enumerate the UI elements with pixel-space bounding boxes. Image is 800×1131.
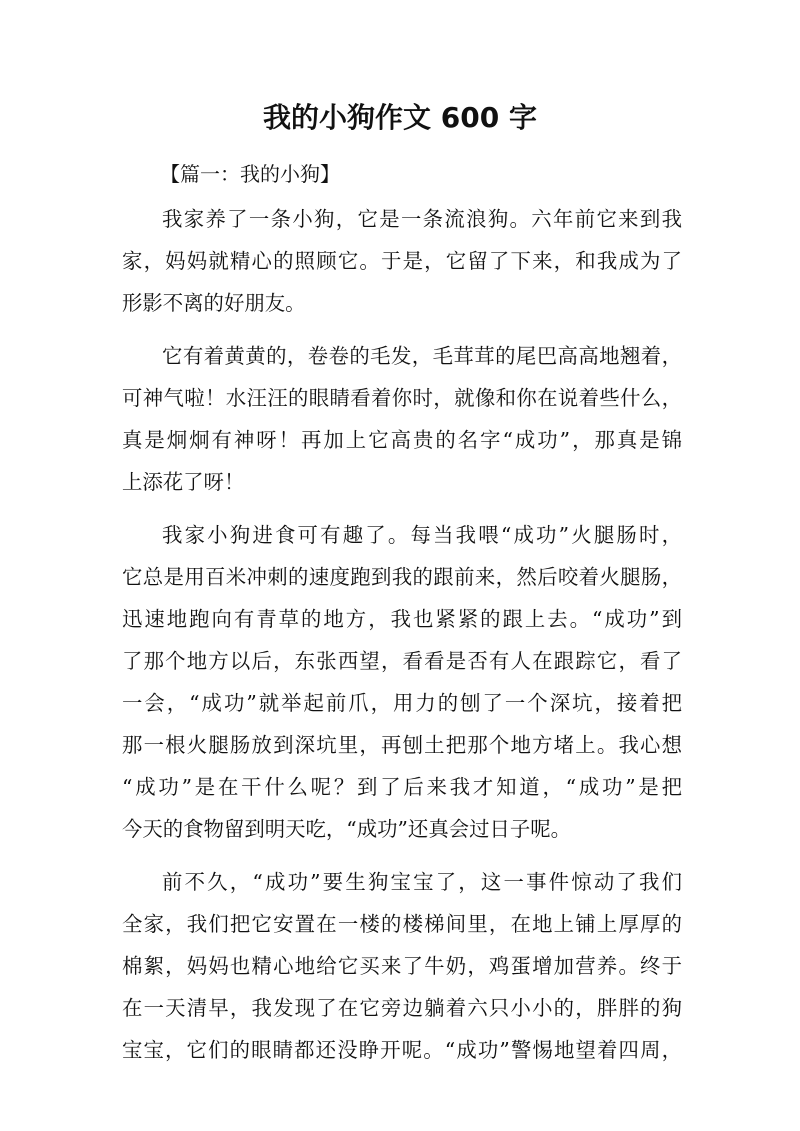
paragraph-line: 上添花了呀！ [122, 470, 245, 494]
paragraph-line: 在一天清早，我发现了在它旁边躺着六只小小的，胖胖的狗 [122, 996, 682, 1020]
essay-body [122, 198, 682, 1071]
paragraph-line: 棉絮，妈妈也精心地给它买来了牛奶，鸡蛋增加营养。终于 [122, 954, 682, 978]
section-heading: 【篇一：我的小狗】 [160, 162, 340, 186]
paragraph-line: 真是炯炯有神呀！再加上它高贵的名字“成功”，那真是锦 [122, 428, 682, 452]
paragraph-line: 一会，“成功”就举起前爪，用力的刨了一个深坑，接着把 [122, 691, 682, 715]
paragraph-line: 它总是用百米冲刺的速度跑到我的跟前来，然后咬着火腿肠， [122, 565, 682, 589]
paragraph-line: 那一根火腿肠放到深坑里，再刨土把那个地方堵上。我心想 [122, 733, 682, 757]
paragraph-line: 今天的食物留到明天吃，“成功”还真会过日子呢。 [122, 817, 572, 841]
paragraph-line: 宝宝，它们的眼睛都还没睁开呢。“成功”警惕地望着四周， [122, 1038, 682, 1062]
paragraph-line: 家，妈妈就精心的照顾它。于是，它留了下来，和我成为了 [122, 249, 682, 273]
paragraph [122, 335, 682, 503]
paragraph [122, 514, 682, 850]
paragraph-line: 我家小狗进食可有趣了。每当我喂“成功”火腿肠时， [162, 523, 682, 547]
paragraph-line: 迅速地跑向有青草的地方，我也紧紧的跟上去。“成功”到 [122, 607, 682, 631]
paragraph-line: 它有着黄黄的，卷卷的毛发，毛茸茸的尾巴高高地翘着， [162, 344, 682, 368]
paragraph-line: 前不久，“成功”要生狗宝宝了，这一事件惊动了我们 [162, 870, 682, 894]
paragraph [122, 198, 682, 324]
paragraph [122, 861, 682, 1071]
paragraph-line: 我家养了一条小狗，它是一条流浪狗。六年前它来到我 [162, 207, 682, 231]
paragraph-line: 可神气啦！水汪汪的眼睛看着你时，就像和你在说着些什么， [122, 386, 682, 410]
paragraph-line: 全家，我们把它安置在一楼的楼梯间里，在地上铺上厚厚的 [122, 912, 682, 936]
document-title: 我的小狗作文 600 字 [263, 101, 537, 134]
paragraph-line: 形影不离的好朋友。 [122, 291, 306, 315]
paragraph-line: 了那个地方以后，东张西望，看看是否有人在跟踪它，看了 [122, 649, 682, 673]
paragraph-line: “成功”是在干什么呢？到了后来我才知道，“成功”是把 [122, 775, 682, 799]
